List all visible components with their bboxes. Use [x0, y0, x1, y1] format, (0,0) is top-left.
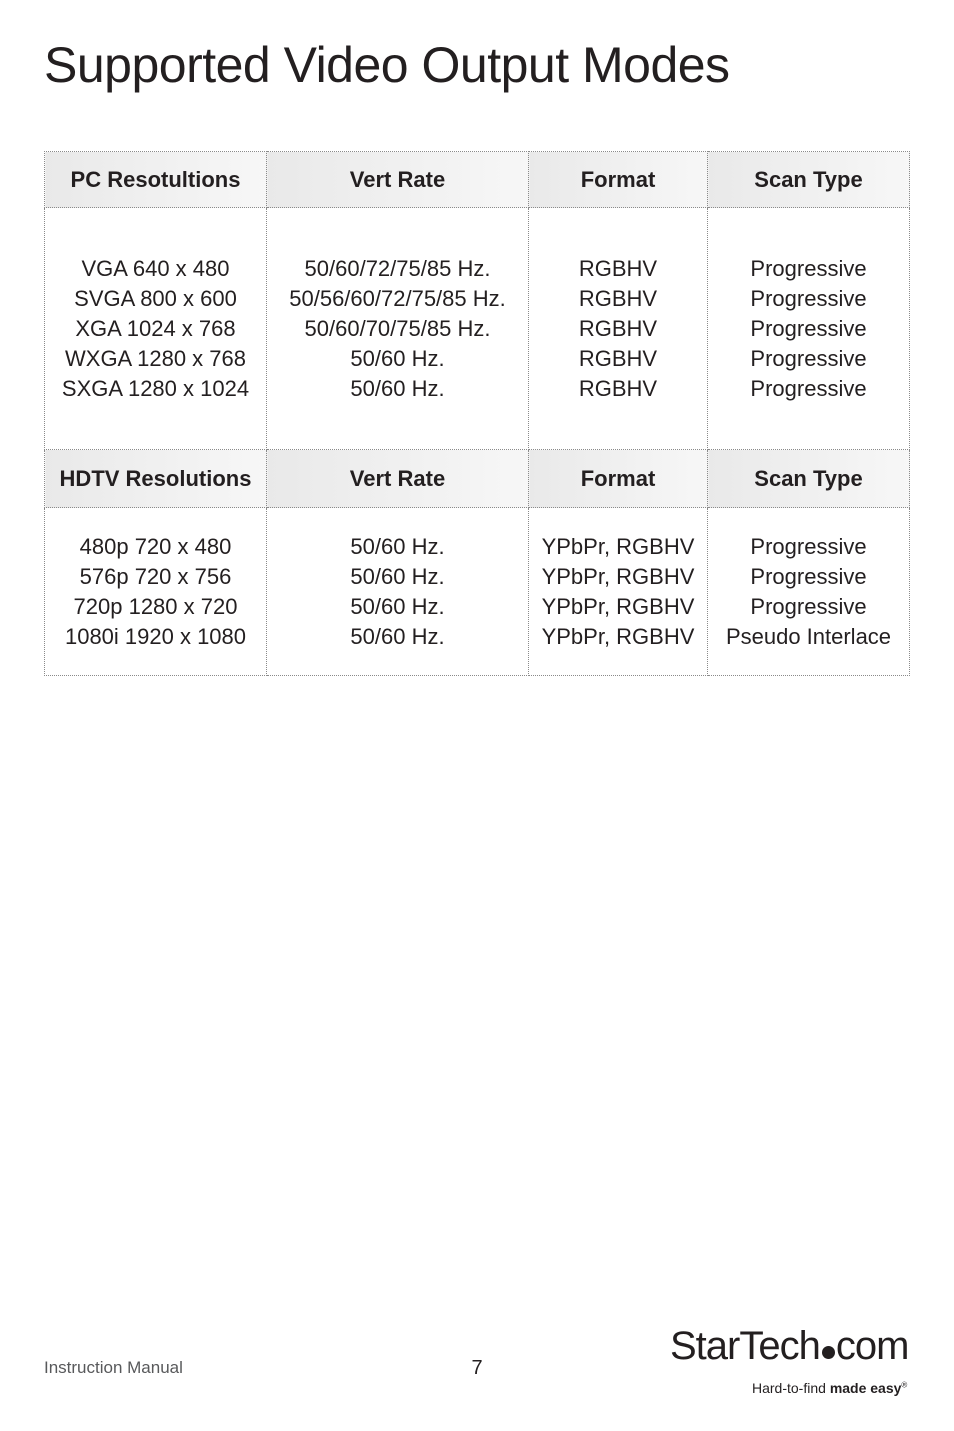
cell-line: 50/60 Hz.	[350, 623, 445, 649]
cell-line: YPbPr, RGBHV	[541, 593, 695, 619]
hdtv-resolutions-cell	[45, 508, 267, 676]
cell-line: Progressive	[750, 533, 867, 559]
cell-line: 50/60 Hz.	[350, 593, 445, 619]
pc-scan-type-cell	[708, 208, 910, 450]
hdtv-header-row	[45, 450, 910, 508]
footer-label: Instruction Manual	[44, 1358, 183, 1377]
startech-logo	[670, 1324, 920, 1404]
cell-line: WXGA 1280 x 768	[65, 345, 246, 371]
cell-line: Progressive	[750, 563, 867, 589]
header-vert-rate: Vert Rate	[267, 152, 529, 208]
cell-line: 720p 1280 x 720	[73, 593, 238, 619]
cell-line: Pseudo Interlace	[725, 623, 892, 649]
header-vert-rate: Vert Rate	[267, 450, 529, 508]
hdtv-format-cell	[529, 508, 708, 676]
cell-line: XGA 1024 x 768	[75, 315, 236, 341]
cell-line: VGA 640 x 480	[81, 255, 230, 281]
cell-line: RGBHV	[578, 375, 658, 401]
cell-line: 480p 720 x 480	[79, 533, 232, 559]
cell-line: YPbPr, RGBHV	[541, 563, 695, 589]
registered-mark: ®	[901, 1380, 908, 1390]
pc-modes-row	[45, 208, 910, 450]
cell-line: RGBHV	[578, 345, 658, 371]
cell-line: 50/56/60/72/75/85 Hz.	[289, 285, 506, 311]
header-scan-type: Scan Type	[708, 152, 910, 208]
header-format: Format	[529, 152, 708, 208]
cell-line: 576p 720 x 756	[79, 563, 232, 589]
cell-line: SVGA 800 x 600	[74, 285, 237, 311]
header-format: Format	[529, 450, 708, 508]
logo-tagline-light: Hard-to-find	[752, 1380, 826, 1396]
hdtv-scan-type-cell	[708, 508, 910, 676]
video-modes-table	[44, 151, 910, 676]
cell-line: 50/60 Hz.	[350, 533, 445, 559]
logo-wordmark-left: StarTech	[670, 1324, 820, 1368]
pc-format-cell	[529, 208, 708, 450]
header-pc-resolutions: PC Resotultions	[45, 152, 267, 208]
hdtv-modes-row	[45, 508, 910, 676]
cell-line: 50/60/70/75/85 Hz.	[304, 315, 491, 341]
pc-vert-rate-cell	[267, 208, 529, 450]
cell-line: RGBHV	[578, 315, 658, 341]
logo-wordmark-right: com	[835, 1324, 909, 1368]
cell-line: 1080i 1920 x 1080	[64, 623, 247, 649]
cell-line: SXGA 1280 x 1024	[61, 375, 250, 401]
cell-line: 50/60 Hz.	[350, 563, 445, 589]
cell-line: RGBHV	[578, 285, 658, 311]
cell-line: RGBHV	[578, 255, 658, 281]
cell-line: 50/60/72/75/85 Hz.	[304, 255, 491, 281]
cell-line: Progressive	[750, 315, 867, 341]
page-title: Supported Video Output Modes	[44, 37, 730, 93]
cell-line: Progressive	[750, 345, 867, 371]
header-scan-type: Scan Type	[708, 450, 910, 508]
cell-line: 50/60 Hz.	[350, 345, 445, 371]
cell-line: Progressive	[750, 593, 867, 619]
cell-line: Progressive	[750, 255, 867, 281]
logo-wordmark	[670, 1324, 908, 1369]
cell-line: Progressive	[750, 285, 867, 311]
cell-line: Progressive	[750, 375, 867, 401]
pc-header-row	[45, 152, 910, 208]
header-hdtv-resolutions: HDTV Resolutions	[45, 450, 267, 508]
hdtv-vert-rate-cell	[267, 508, 529, 676]
cell-line: YPbPr, RGBHV	[541, 533, 695, 559]
pc-resolutions-cell	[45, 208, 267, 450]
logo-tagline	[752, 1380, 907, 1396]
logo-tagline-bold: made easy	[829, 1380, 902, 1396]
logo-dot-icon	[822, 1346, 835, 1359]
page-number: 7	[471, 1357, 483, 1379]
cell-line: 50/60 Hz.	[350, 375, 445, 401]
cell-line: YPbPr, RGBHV	[541, 623, 695, 649]
